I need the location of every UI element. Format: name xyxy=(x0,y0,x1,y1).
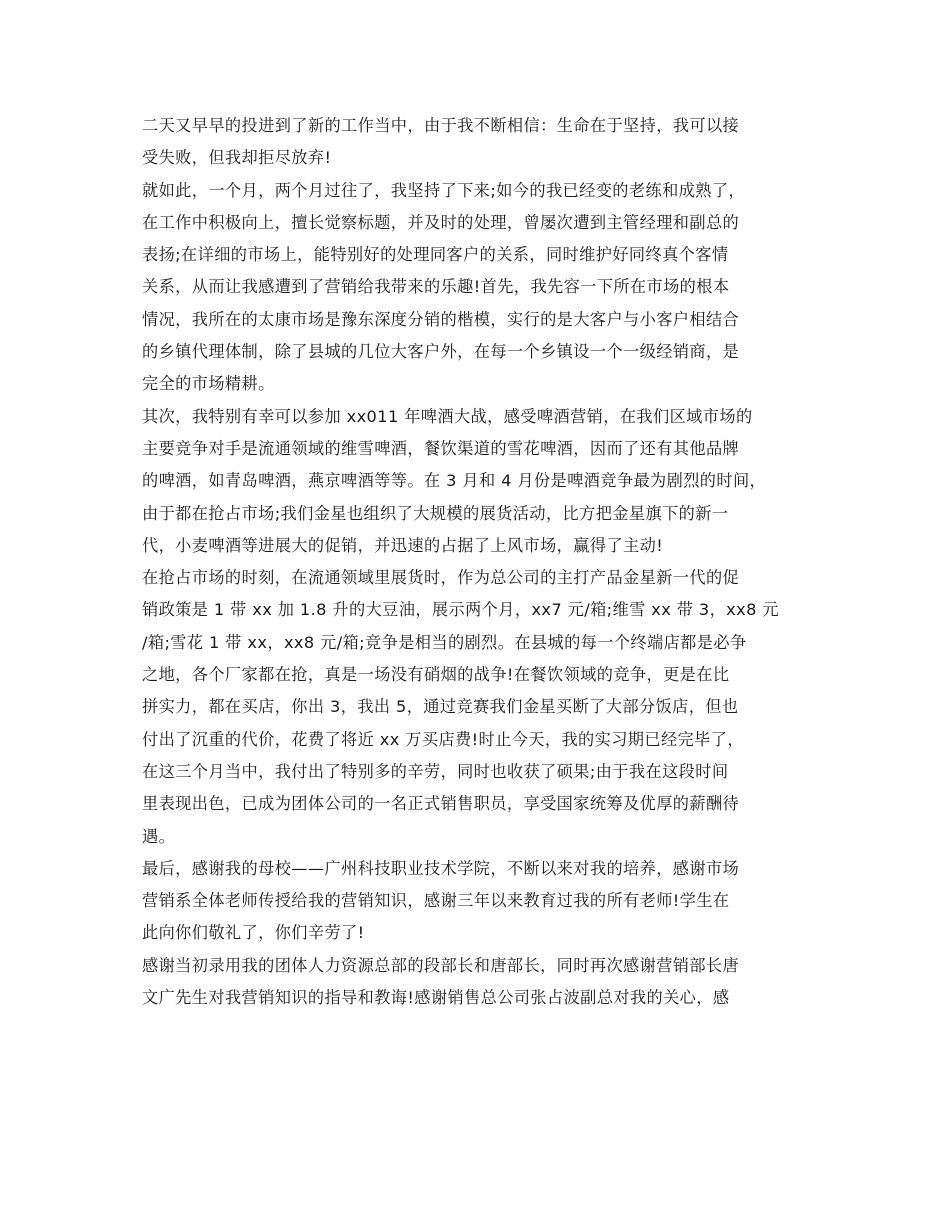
text-line: 最后，感谢我的母校——广州科技职业技术学院，不断以来对我的培养，感谢市场 xyxy=(142,858,740,878)
document-body xyxy=(142,110,822,1014)
text-line: 拼实力，都在买店，你出 3，我出 5，通过竞赛我们金星买断了大部分饭店，但也 xyxy=(142,697,739,717)
text-line: 销政策是 1 带 xx 加 1.8 升的大豆油，展示两个月，xx7 元/箱;维雪 xx 带 3，xx8 元 xyxy=(142,600,779,620)
text-line: 由于都在抢占市场;我们金星也组织了大规模的展货活动，比方把金星旗下的新一 xyxy=(142,503,729,523)
text-line: 文广先生对我营销知识的指导和教诲!感谢销售总公司张占波副总对我的关心，感 xyxy=(142,988,730,1008)
text-line: 其次，我特别有幸可以参加 xx011 年啤酒大战，感受啤酒营销，在我们区域市场的 xyxy=(142,406,753,426)
text-line: 感谢当初录用我的团体人力资源总部的段部长和唐部长，同时再次感谢营销部长唐 xyxy=(142,955,740,975)
text-line: /箱;雪花 1 带 xx，xx8 元/箱;竞争是相当的剧烈。在县城的每一个终端店都是必争 xyxy=(142,632,747,652)
text-line: 在这三个月当中，我付出了特别多的辛劳，同时也收获了硕果;由于我在这段时间 xyxy=(142,761,729,781)
text-line: 的啤酒，如青岛啤酒，燕京啤酒等等。在 3 月和 4 月份是啤酒竞争最为剧烈的时间， xyxy=(142,471,767,491)
text-line: 此向你们敬礼了，你们辛劳了! xyxy=(142,923,365,943)
text-line: 二天又早早的投进到了新的工作当中，由于我不断相信：生命在于坚持，我可以接 xyxy=(142,116,740,135)
text-line: 就如此，一个月，两个月过往了，我坚持了下来;如今的我已经变的老练和成熟了， xyxy=(142,180,746,200)
text-line: 表扬;在详细的市场上，能特别好的处理同客户的关系，同时维护好同终真个客情 xyxy=(142,245,729,265)
text-line: 付出了沉重的代价，花费了将近 xx 万买店费!时止今天，我的实习期已经完毕了， xyxy=(142,729,744,749)
text-line: 在抢占市场的时刻，在流通领域里展货时，作为总公司的主打产品金星新一代的促 xyxy=(142,568,740,588)
text-line: 在工作中积极向上，擅长觉察标题，并及时的处理，曾屡次遭到主管经理和副总的 xyxy=(142,212,740,232)
text-line: 完全的市场精耕。 xyxy=(142,374,275,394)
text-line: 之地，各个厂家都在抢，真是一场没有硝烟的战争!在餐饮领域的竞争，更是在比 xyxy=(142,665,730,685)
text-line: 里表现出色，已成为团体公司的一名正式销售职员，享受国家统筹及优厚的薪酬待 xyxy=(142,794,740,814)
text-line: 代，小麦啤酒等进展大的促销，并迅速的占据了上风市场，赢得了主动! xyxy=(142,535,664,555)
text-line: 关系，从而让我感遭到了营销给我带来的乐趣!首先，我先容一下所在市场的根本 xyxy=(142,277,730,297)
text-line: 遇。 xyxy=(142,826,176,846)
text-line: 的乡镇代理体制，除了县城的几位大客户外，在每一个乡镇设一个一级经销商，是 xyxy=(142,342,740,362)
text-line: 主要竞争对手是流通领域的维雪啤酒，餐饮渠道的雪花啤酒，因而了还有其他品牌 xyxy=(142,438,740,458)
text-line: 营销系全体老师传授给我的营销知识，感谢三年以来教育过我的所有老师!学生在 xyxy=(142,891,730,911)
text-line: 受失败，但我却拒尽放弃! xyxy=(142,148,332,168)
text-line: 情况，我所在的太康市场是豫东深度分销的楷模，实行的是大客户与小客户相结合 xyxy=(142,309,740,329)
